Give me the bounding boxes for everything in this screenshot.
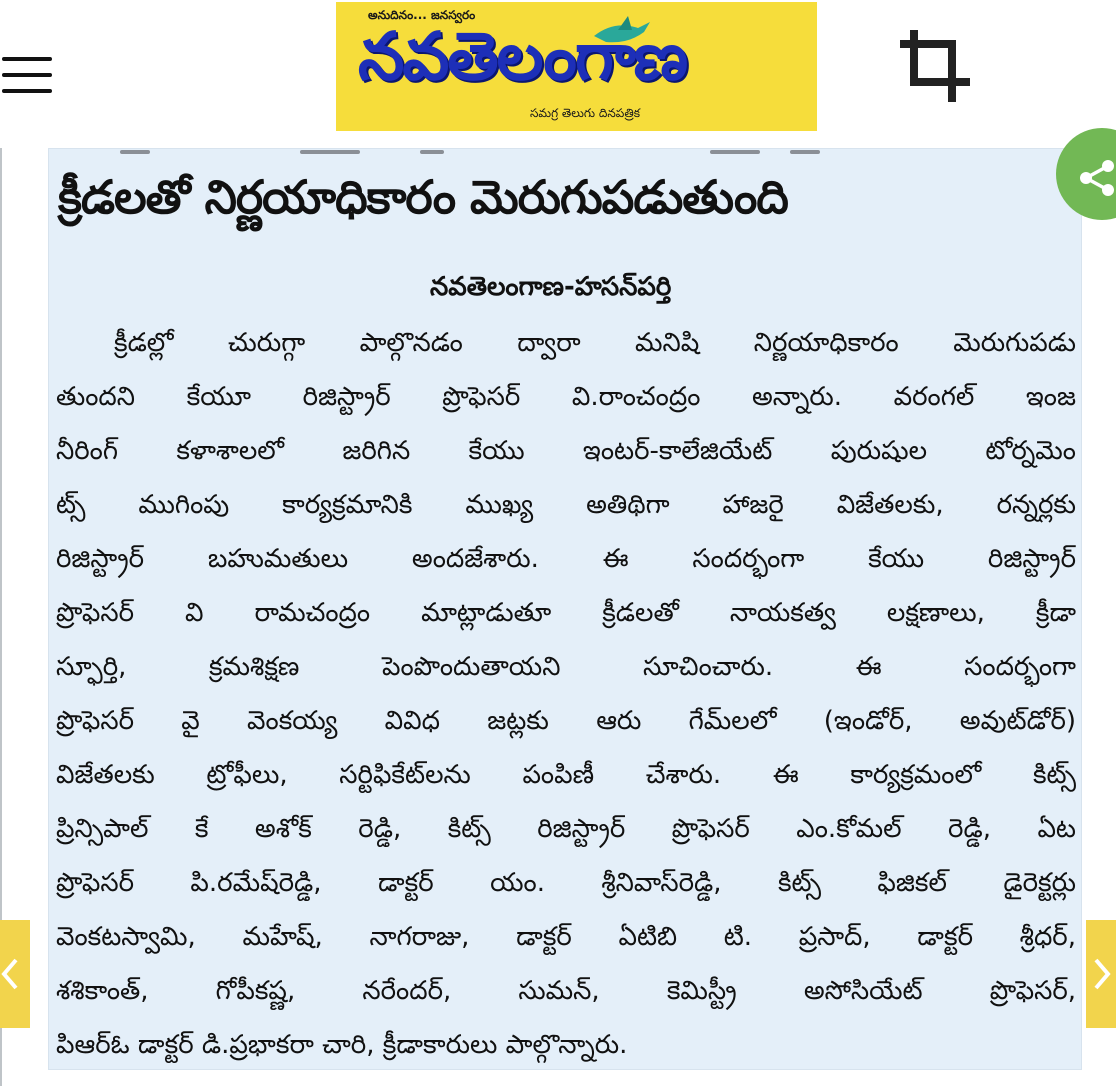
logo-tagline-bottom: సమగ్ర తెలుగు దినపత్రిక: [530, 106, 640, 120]
article-headline: క్రీడలతో నిర్ణయాధికారం మెరుగుపడుతుంది: [58, 170, 788, 224]
logo-wordmark: నవతెలంగాణ: [358, 18, 687, 95]
article-line: ట్స్ ముగింపు కార్యక్రమానికి ముఖ్య అతిథిగా హాజరై విజేతలకు, రన్నర్లకు: [56, 490, 1076, 520]
article-line: శశికాంత్, గోపీకష్ణ, నరేందర్, సుమన్, కెమిస్ట్రీ అసోసియేట్ ప్రొఫెసర్,: [56, 976, 1076, 1006]
article-line: వెంకటస్వామి, మహేష్, నాగరాజు, డాక్టర్ ఏటిబి టి. ప్రసాద్, డాక్టర్ శ్రీధర్,: [56, 922, 1076, 952]
article-line: పిఆర్‌ఓ డాక్టర్ డి.ప్రభాకరా చారి, క్రీడాకారులు పాల్గొన్నారు.: [56, 1030, 628, 1060]
article-body: [56, 316, 1076, 1072]
clipped-text-fragment: [120, 150, 820, 154]
top-bar: [0, 0, 1116, 148]
article-line: తుందని కేయూ రిజిస్ట్రార్ ప్రొఫెసర్ వి.రాంచంద్రం అన్నారు. వరంగల్ ఇంజ: [56, 382, 1076, 412]
article-line: ప్రొఫెసర్ పి.రమేష్‌రెడ్డి, డాక్టర్ యం. శ్రీనివాస్‌రెడ్డి, కిట్స్ ఫిజికల్ డైరెక్టర్లు: [56, 868, 1076, 898]
chevron-right-icon: [1092, 958, 1112, 990]
article-dateline: నవతెలంగాణ-హసన్‌పర్తి: [430, 272, 672, 302]
site-logo[interactable]: [336, 2, 817, 131]
article-line: ప్రొఫెసర్ వి రామచంద్రం మాట్లాడుతూ క్రీడలతో నాయకత్వ లక్షణాలు, క్రీడా: [56, 598, 1076, 628]
previous-page-button[interactable]: [0, 920, 30, 1028]
article-line: స్ఫూర్తి, క్రమశిక్షణ పెంపొందుతాయని సూచించారు. ఈ సందర్భంగా: [56, 652, 1076, 682]
article-line: రిజిస్ట్రార్ బహుమతులు అందజేశారు. ఈ సందర్భంగా కేయు రిజిస్ట్రార్: [56, 544, 1076, 574]
share-icon: [1078, 158, 1116, 198]
crop-icon[interactable]: [900, 30, 974, 102]
hamburger-menu-icon[interactable]: [2, 55, 54, 95]
article-line: క్రీడల్లో చురుగ్గా పాల్గొనడం ద్వారా మనిషి నిర్ణయాధికారం మెరుగుపడు: [114, 328, 1076, 358]
article-line: నీరింగ్ కళాశాలలో జరిగిన కేయు ఇంటర్-కాలేజియేట్ పురుషుల టోర్నమెం: [56, 436, 1076, 466]
logo-tagline-top: అనుదినం... జనస్వరం: [368, 8, 476, 22]
chevron-left-icon: [0, 958, 20, 990]
article-line: ప్రొఫెసర్ వై వెంకయ్య వివిధ జట్లకు ఆరు గేమ్‌లలో (ఇండోర్, అవుట్‌డోర్): [56, 706, 1076, 736]
next-page-button[interactable]: [1086, 920, 1116, 1028]
article-line: విజేతలకు ట్రోఫీలు, సర్టిఫికేట్‌లను పంపిణీ చేశారు. ఈ కార్యక్రమంలో కిట్స్: [56, 760, 1076, 790]
article-line: ప్రిన్సిపాల్ కే అశోక్ రెడ్డి, కిట్స్ రిజిస్ట్రార్ ప్రొఫెసర్ ఎం.కోమల్ రెడ్డి, ఏట: [56, 814, 1076, 844]
